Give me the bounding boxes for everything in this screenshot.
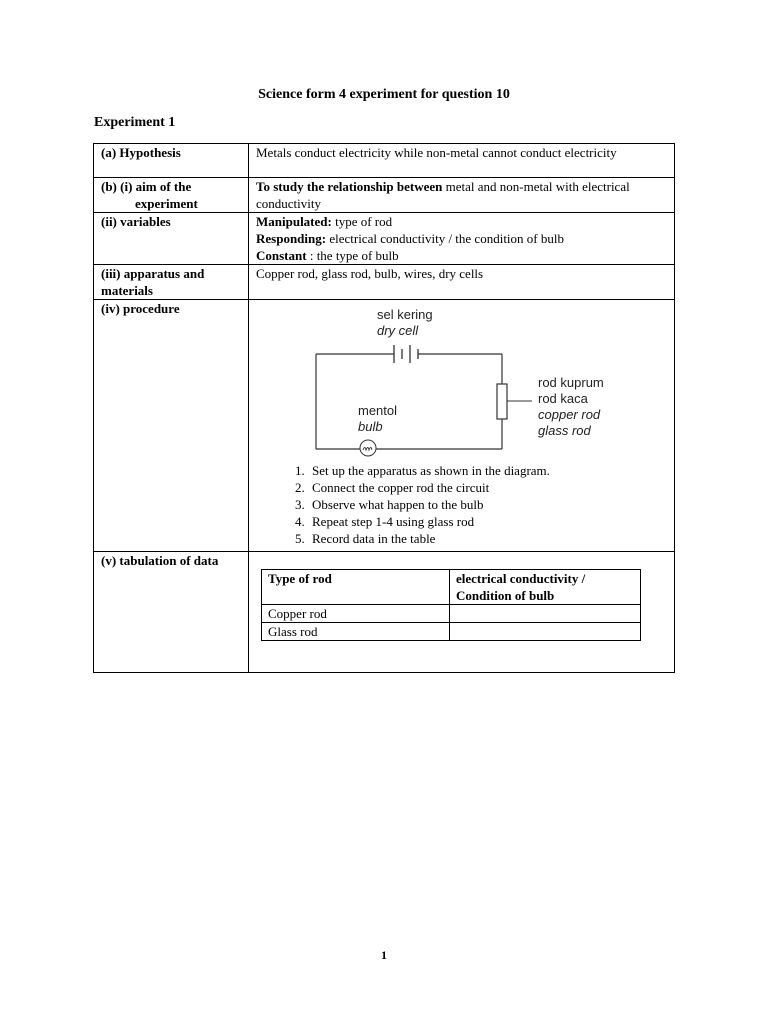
variables-label: (ii) variables (94, 213, 249, 265)
variables-row (94, 213, 675, 265)
procedure-step: 3. Observe what happen to the bulb (308, 496, 667, 513)
rod-symbol (497, 384, 507, 419)
document-title: Science form 4 experiment for question 10 (258, 87, 510, 102)
aim-label-line2: experiment (135, 196, 198, 211)
cell-label-english: dry cell (377, 323, 419, 338)
rod-label-malay-1: rod kuprum (538, 375, 604, 390)
experiment-label: Experiment 1 (94, 115, 176, 130)
aim-label (94, 178, 249, 213)
aim-bold-text: To study the relationship between (256, 179, 443, 194)
procedure-step: 5. Record data in the table (308, 530, 667, 547)
apparatus-row (94, 265, 675, 300)
tabulation-cell (249, 552, 675, 673)
rod-label-english-2: glass rod (538, 423, 591, 438)
constant-variable (256, 247, 667, 264)
experiment-table (93, 143, 675, 673)
tabulation-row (94, 552, 675, 673)
result-cell (450, 605, 641, 623)
bulb-label-malay: mentol (358, 403, 398, 418)
hypothesis-label: (a) Hypothesis (94, 144, 249, 178)
variables-text (249, 213, 675, 265)
cell-label-malay: sel kering (377, 307, 433, 322)
result-cell (450, 623, 641, 641)
aim-label-line1: (b) (i) aim of the (101, 179, 192, 194)
header-type-of-rod: Type of rod (262, 570, 450, 605)
procedure-steps (256, 462, 667, 547)
table-row (262, 605, 641, 623)
manipulated-label: Manipulated: (256, 214, 332, 229)
procedure-cell (249, 300, 675, 552)
manipulated-text: type of rod (331, 214, 393, 229)
dry-cell-symbol (394, 345, 418, 363)
hypothesis-text: Metals conduct electricity while non-metal cannot conduct electricity (249, 144, 675, 178)
responding-variable (256, 230, 667, 247)
results-header-row (262, 570, 641, 605)
procedure-step: 2. Connect the copper rod the circuit (308, 479, 667, 496)
apparatus-text: Copper rod, glass rod, bulb, wires, dry cells (249, 265, 675, 300)
apparatus-label: (iii) apparatus and materials (94, 265, 249, 300)
tabulation-label: (v) tabulation of data (94, 552, 249, 673)
responding-label: Responding: (256, 231, 327, 246)
manipulated-variable (256, 213, 667, 230)
procedure-step: 1. Set up the apparatus as shown in the diagram. (308, 462, 667, 479)
bulb-icon (360, 440, 376, 456)
aim-rest-text: metal and non-metal with electrical conductivity (256, 179, 630, 211)
procedure-row (94, 300, 675, 552)
constant-label: Constant (256, 248, 307, 263)
header-conductivity: electrical conductivity / Condition of bulb (450, 570, 641, 605)
rod-label-english-1: copper rod (538, 407, 601, 422)
responding-text: electrical conductivity / the condition of bulb (326, 231, 564, 246)
circuit-wires (316, 354, 502, 449)
procedure-step: 4. Repeat step 1-4 using glass rod (308, 513, 667, 530)
aim-row (94, 178, 675, 213)
rod-label-malay-2: rod kaca (538, 391, 588, 406)
table-row (262, 623, 641, 641)
procedure-label: (iv) procedure (94, 300, 249, 552)
circuit-diagram (306, 302, 626, 462)
page-number: 1 (381, 948, 387, 962)
bulb-label-english: bulb (358, 419, 383, 434)
constant-text: : the type of bulb (306, 248, 399, 263)
results-table (261, 569, 641, 641)
rod-cell: Glass rod (262, 623, 450, 641)
hypothesis-row (94, 144, 675, 178)
rod-cell: Copper rod (262, 605, 450, 623)
aim-text (249, 178, 675, 213)
